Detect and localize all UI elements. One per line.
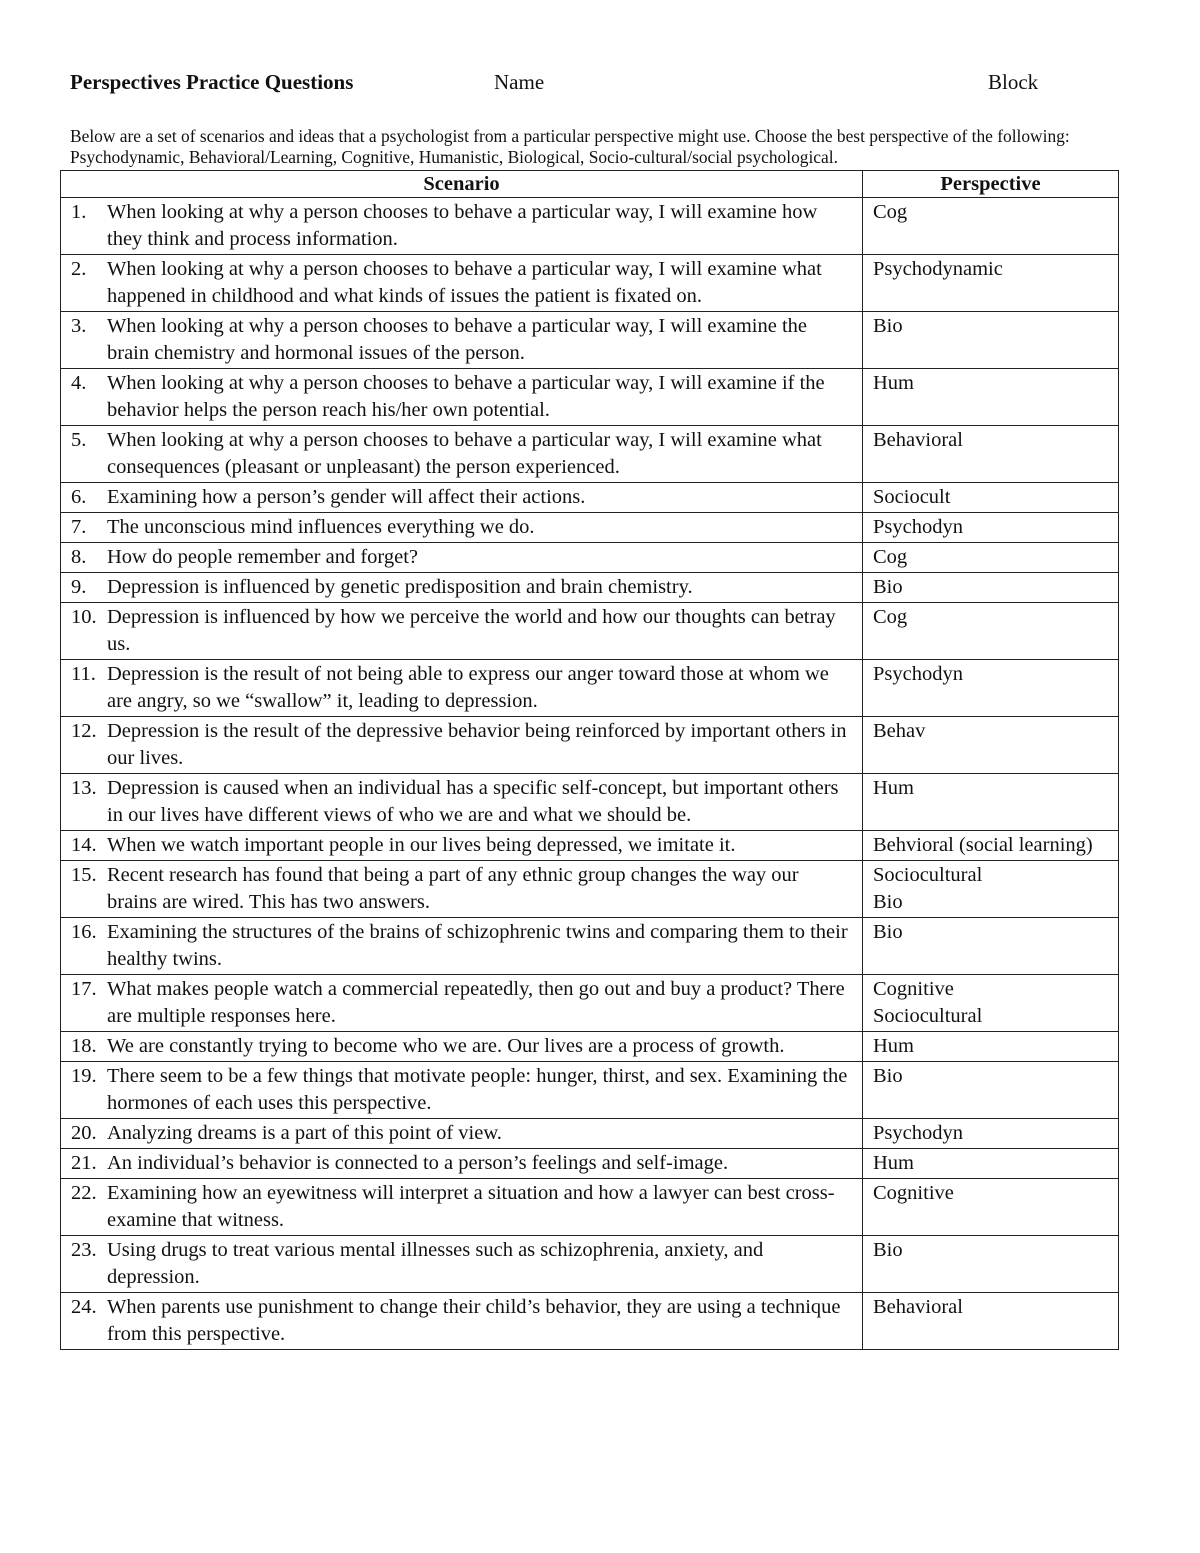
scenario-cell — [61, 426, 863, 483]
scenario-text: Examining the structures of the brains of schizophrenic twins and comparing them to their healthy twins. — [107, 921, 848, 970]
table-row — [61, 975, 1119, 1032]
question-number: 2. — [71, 258, 87, 280]
scenario-cell — [61, 312, 863, 369]
question-number: 21. — [71, 1152, 97, 1174]
table-row — [61, 717, 1119, 774]
name-label: Name — [494, 70, 545, 94]
scenario-text: Depression is influenced by how we perceive the world and how our thoughts can betray us. — [107, 606, 836, 655]
scenario-cell — [61, 1032, 863, 1062]
perspective-answer: Hum — [863, 369, 1119, 426]
scenario-text: When we watch important people in our lives being depressed, we imitate it. — [107, 834, 736, 856]
table-row — [61, 1062, 1119, 1119]
scenario-text: When looking at why a person chooses to behave a particular way, I will examine how they think and process information. — [107, 201, 818, 250]
question-number: 12. — [71, 720, 97, 742]
scenario-cell — [61, 831, 863, 861]
scenario-cell — [61, 369, 863, 426]
table-row — [61, 831, 1119, 861]
scenario-cell — [61, 660, 863, 717]
scenario-cell — [61, 774, 863, 831]
block-label: Block — [988, 70, 1039, 94]
perspective-answer: Cognitive Sociocultural — [863, 975, 1119, 1032]
table-header-row — [61, 171, 1119, 198]
scenario-cell — [61, 918, 863, 975]
scenario-cell — [61, 1149, 863, 1179]
perspective-answer: Hum — [863, 1032, 1119, 1062]
perspective-answer: Cog — [863, 543, 1119, 573]
perspective-answer: Bio — [863, 573, 1119, 603]
question-number: 13. — [71, 777, 97, 799]
question-number: 11. — [71, 663, 96, 685]
perspective-answer: Bio — [863, 312, 1119, 369]
question-number: 18. — [71, 1035, 97, 1057]
perspective-answer: Sociocultural Bio — [863, 861, 1119, 918]
scenario-text: Analyzing dreams is a part of this point of view. — [107, 1122, 502, 1144]
table-row — [61, 1179, 1119, 1236]
scenario-cell — [61, 1236, 863, 1293]
table-body — [61, 198, 1119, 1350]
question-number: 8. — [71, 546, 87, 568]
scenario-text: When looking at why a person chooses to behave a particular way, I will examine the brain chemistry and hormonal issues of the person. — [107, 315, 807, 364]
perspective-answer: Behvioral (social learning) — [863, 831, 1119, 861]
perspective-answer: Bio — [863, 1062, 1119, 1119]
scenario-cell — [61, 513, 863, 543]
table-row — [61, 198, 1119, 255]
table-row — [61, 918, 1119, 975]
table-row — [61, 1119, 1119, 1149]
perspective-answer: Psychodyn — [863, 1119, 1119, 1149]
question-number: 16. — [71, 921, 97, 943]
table-row — [61, 774, 1119, 831]
perspective-answer: Bio — [863, 1236, 1119, 1293]
scenario-cell — [61, 1119, 863, 1149]
table-row — [61, 543, 1119, 573]
scenario-cell — [61, 483, 863, 513]
question-number: 22. — [71, 1182, 97, 1204]
perspective-answer: Hum — [863, 1149, 1119, 1179]
perspective-answer: Behavioral — [863, 1293, 1119, 1350]
scenario-text: Depression is the result of the depressive behavior being reinforced by important others in our lives. — [107, 720, 847, 769]
perspective-answer: Psychodynamic — [863, 255, 1119, 312]
question-number: 4. — [71, 372, 87, 394]
table-row — [61, 1236, 1119, 1293]
question-number: 19. — [71, 1065, 97, 1087]
scenario-cell — [61, 1179, 863, 1236]
question-number: 10. — [71, 606, 97, 628]
scenario-text: When looking at why a person chooses to behave a particular way, I will examine if the behavior helps the person reach his/her own potential. — [107, 372, 825, 421]
table-row — [61, 573, 1119, 603]
question-number: 6. — [71, 486, 87, 508]
perspective-answer: Psychodyn — [863, 660, 1119, 717]
scenario-cell — [61, 717, 863, 774]
scenario-text: Depression is the result of not being able to express our anger toward those at whom we are angry, so we “swallow” it, leading to depression. — [107, 663, 829, 712]
table-row — [61, 369, 1119, 426]
question-number: 17. — [71, 978, 97, 1000]
question-number: 24. — [71, 1296, 97, 1318]
perspective-header: Perspective — [863, 171, 1119, 198]
question-number: 20. — [71, 1122, 97, 1144]
scenario-text: Recent research has found that being a part of any ethnic group changes the way our brains are wired. This has two answers. — [107, 864, 799, 913]
table-row — [61, 426, 1119, 483]
scenario-cell — [61, 573, 863, 603]
perspectives-table — [60, 170, 1119, 1350]
instructions: Below are a set of scenarios and ideas that a psychologist from a particular perspective might use. Choose the best perspective of the following: Psychodynamic, Behavioral/Learning, Cognitive, Humanistic, Biological, Socio-cultural/social psychological. — [70, 126, 1070, 167]
perspective-answer: Cog — [863, 198, 1119, 255]
scenario-text: When parents use punishment to change their child’s behavior, they are using a technique from this perspective. — [107, 1296, 841, 1345]
perspective-answer: Cog — [863, 603, 1119, 660]
scenario-cell — [61, 1293, 863, 1350]
table-row — [61, 861, 1119, 918]
question-number: 7. — [71, 516, 87, 538]
scenario-text: Examining how an eyewitness will interpret a situation and how a lawyer can best cross-examine that witness. — [107, 1182, 835, 1231]
perspective-answer: Psychodyn — [863, 513, 1119, 543]
perspective-answer: Behavioral — [863, 426, 1119, 483]
scenario-text: The unconscious mind influences everything we do. — [107, 516, 535, 538]
question-number: 14. — [71, 834, 97, 856]
scenario-text: When looking at why a person chooses to behave a particular way, I will examine what consequences (pleasant or unpleasant) the person experienced. — [107, 429, 822, 478]
scenario-text: What makes people watch a commercial repeatedly, then go out and buy a product? There are multiple responses here. — [107, 978, 845, 1027]
question-number: 15. — [71, 864, 97, 886]
table-row — [61, 660, 1119, 717]
scenario-text: When looking at why a person chooses to behave a particular way, I will examine what happened in childhood and what kinds of issues the patient is fixated on. — [107, 258, 822, 307]
question-number: 1. — [71, 201, 87, 223]
scenario-text: An individual’s behavior is connected to a person’s feelings and self-image. — [107, 1152, 729, 1174]
perspective-answer: Behav — [863, 717, 1119, 774]
scenario-cell — [61, 255, 863, 312]
scenario-cell — [61, 861, 863, 918]
table-row — [61, 483, 1119, 513]
scenario-text: There seem to be a few things that motivate people: hunger, thirst, and sex. Examining the hormones of each uses this perspective. — [107, 1065, 848, 1114]
perspective-answer: Cognitive — [863, 1179, 1119, 1236]
perspective-answer: Sociocult — [863, 483, 1119, 513]
scenario-text: Depression is caused when an individual has a specific self-concept, but important others in our lives have different views of who we are and what we should be. — [107, 777, 839, 826]
question-number: 5. — [71, 429, 87, 451]
scenario-cell — [61, 198, 863, 255]
scenario-cell — [61, 543, 863, 573]
table-row — [61, 603, 1119, 660]
table-row — [61, 1293, 1119, 1350]
scenario-header: Scenario — [61, 171, 863, 198]
scenario-text: Depression is influenced by genetic predisposition and brain chemistry. — [107, 576, 693, 598]
question-number: 9. — [71, 576, 87, 598]
table-row — [61, 255, 1119, 312]
table-row — [61, 513, 1119, 543]
scenario-text: We are constantly trying to become who we are. Our lives are a process of growth. — [107, 1035, 785, 1057]
table-row — [61, 1032, 1119, 1062]
page-title: Perspectives Practice Questions — [70, 70, 354, 94]
scenario-cell — [61, 975, 863, 1032]
table-row — [61, 1149, 1119, 1179]
scenario-cell — [61, 1062, 863, 1119]
scenario-text: Using drugs to treat various mental illnesses such as schizophrenia, anxiety, and depression. — [107, 1239, 764, 1288]
scenario-text: Examining how a person’s gender will affect their actions. — [107, 486, 586, 508]
scenario-text: How do people remember and forget? — [107, 546, 418, 568]
question-number: 3. — [71, 315, 87, 337]
perspective-answer: Hum — [863, 774, 1119, 831]
table-row — [61, 312, 1119, 369]
perspective-answer: Bio — [863, 918, 1119, 975]
question-number: 23. — [71, 1239, 97, 1261]
scenario-cell — [61, 603, 863, 660]
